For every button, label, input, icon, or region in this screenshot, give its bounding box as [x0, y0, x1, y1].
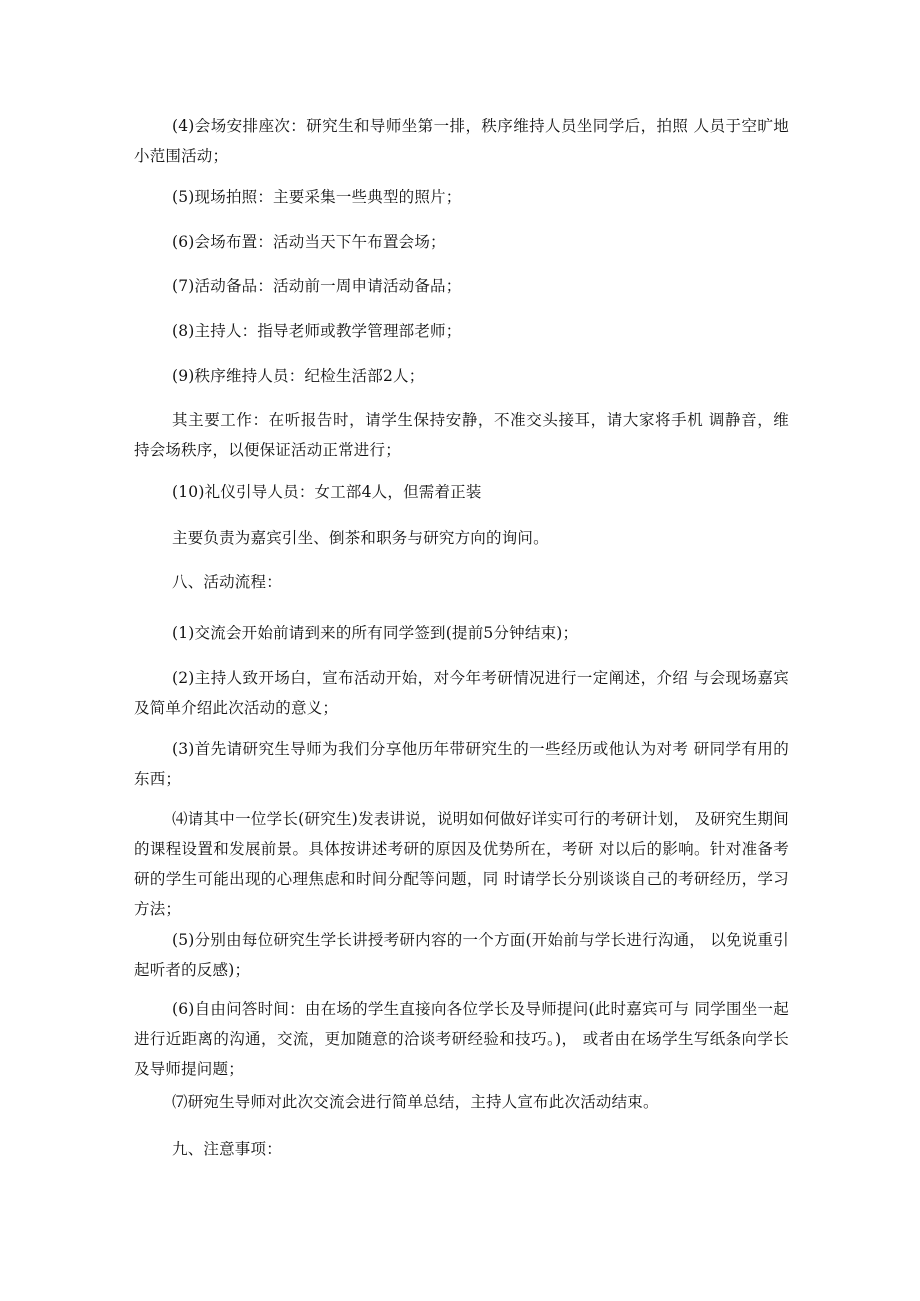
- paragraph-exam-content: (5)分别由每位研究生学长讲授考研内容的一个方面(开始前与学长进行沟通， 以免说重引起听者的反感)；: [134, 931, 789, 979]
- paragraph-advisor-sharing: (3)首先请研究生导师为我们分享他历年带研究生的一些经历或他认为对考 研同学有用的东西；: [134, 740, 789, 788]
- paragraph-photography: (5)现场拍照：主要采集一些典型的照片；: [172, 188, 462, 206]
- section-heading-process: 八、活动流程：: [172, 573, 282, 591]
- paragraph-guest-reception: 主要负责为嘉宾引坐、倒茶和职务与研究方向的询问。: [172, 529, 549, 547]
- paragraph-venue-setup: (6)会场布置：活动当天下午布置会场；: [172, 233, 446, 251]
- paragraph-host: (8)主持人：指导老师或教学管理部老师；: [172, 322, 462, 340]
- paragraph-order-staff: (9)秩序维持人员：纪检生活部2人；: [172, 367, 425, 385]
- paragraph-supplies: (7)活动备品：活动前一周申请活动备品；: [172, 277, 462, 295]
- paragraph-seating: (4)会场安排座次：研究生和导师坐第一排，秩序维持人员坐同学后，拍照 人员于空旷地小范围活动；: [134, 117, 789, 165]
- paragraph-opening: (2)主持人致开场白，宣布活动开始，对今年考研情况进行一定阐述，介绍 与会现场嘉宾及简单介绍此次活动的意义；: [134, 669, 789, 717]
- paragraph-sign-in: (1)交流会开始前请到来的所有同学签到(提前5分钟结束)；: [172, 624, 579, 642]
- paragraph-senior-talk: ⑷请其中一位学长(研究生)发表讲说，说明如何做好详实可行的考研计划， 及研究生期间的课程设置和发展前景。具体按讲述考研的原因及优势所在，考研 对以后的影响。针对准备考研的学生可能出现的心理焦虑和时间分配等问题，同 时请学长分别谈谈自己的考研经历，学习方法；: [134, 810, 789, 918]
- section-heading-notes: 九、注意事项：: [172, 1140, 282, 1158]
- paragraph-main-duties: 其主要工作：在听报告时，请学生保持安静，不准交头接耳，请大家将手机 调静音，维持会场秩序，以便保证活动正常进行；: [134, 411, 789, 459]
- paragraph-etiquette-staff: (10)礼仪引导人员：女工部4人，但需着正装: [172, 483, 482, 501]
- paragraph-qa-session: (6)自由问答时间：由在场的学生直接向各位学长及导师提问(此时嘉宾可与 同学围坐一起进行近距离的沟通，交流，更加随意的洽谈考研经验和技巧。)， 或者由在场学生写纸条向学长及导师提问题；: [134, 1000, 789, 1078]
- paragraph-closing: ⑺研宛生导师对此次交流会进行简单总结，主持人宣布此次活动结束。: [172, 1093, 659, 1111]
